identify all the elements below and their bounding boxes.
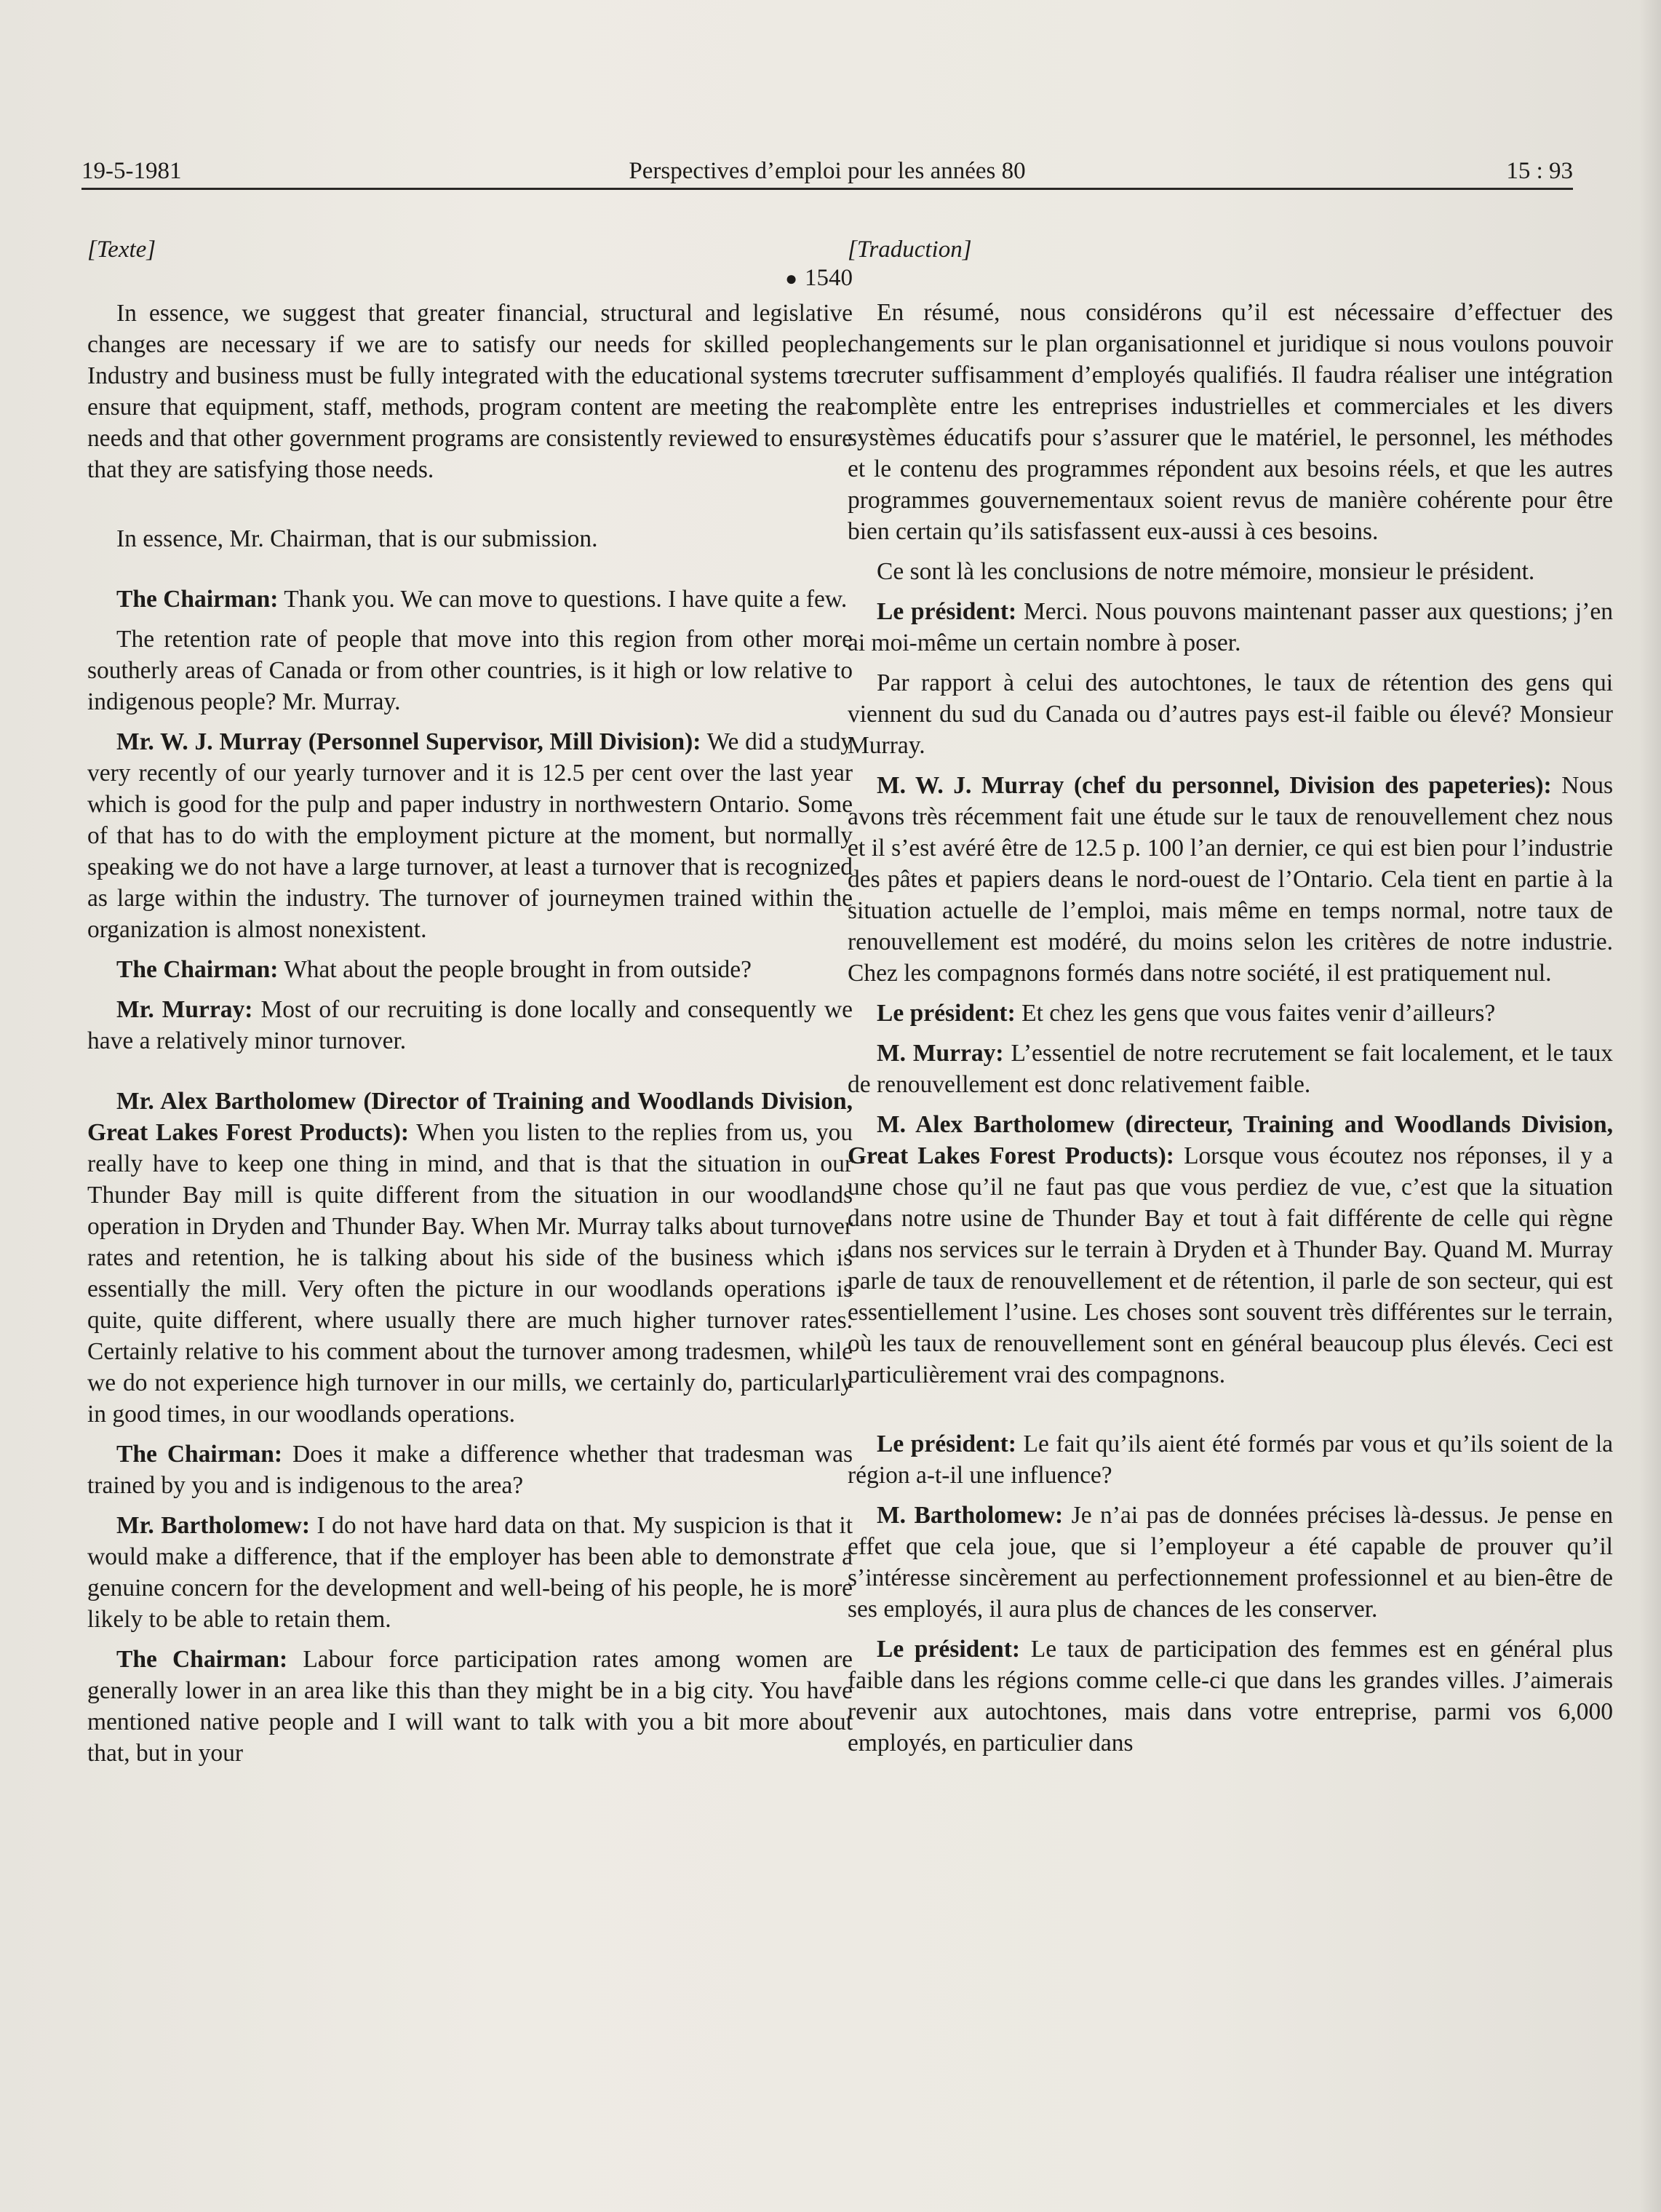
speaker-name: M. Alex Bartholomew (directeur, Training and Woodlands Division, Great Lakes Forest Products): <box>848 1111 1613 1169</box>
paragraph: Par rapport à celui des autochtones, le taux de rétention des gens qui viennent du sud du Canada ou d’autres pays est-il faible ou élevé? Monsieur Murray. <box>848 669 1613 759</box>
paragraph: In essence, we suggest that greater financial, structural and legislative changes are necessary if we are to satisfy our needs for skilled people. Industry and business must be fully integrated with the educational systems to ensure that equipment, staff, methods, program content are meeting the real needs and that other government programs are consistently reviewed to ensure that they are satisfying those needs. <box>87 300 853 483</box>
paragraph: M. W. J. Murray (chef du personnel, Division des papeteries): Nous avons très récemment fait une étude sur le taux de renouvellement chez nous et il s’est avéré être de 12.5 p. 100 l’an dernier, ce qui est bien pour l’industrie des pâtes et papiers deans le nord-ouest de l’Ontario. Cela tient en partie à la situation actuelle de l’emploi, mais même en temps normal, notre taux de renouvellement est modéré, du moins selon les critères de notre industrie. Chez les compagnons formés dans notre société, il est pratiquement nul. <box>848 772 1613 987</box>
paragraph: The Chairman: Labour force participation rates among women are generally lower in an area like this than they might be in a big city. You have mentioned native people and I will want to talk with you a bit more about that, but in your <box>87 1646 853 1767</box>
paragraph: Mr. Alex Bartholomew (Director of Training and Woodlands Division, Great Lakes Forest Products): When you listen to the replies from us, you really have to keep one thing in mind, and that is that the situation in our Thunder Bay mill is quite different from the situation in our woodlands operation in Dryden and Thunder Bay. When Mr. Murray talks about turnover rates and retention, he is talking about his side of the business which is essentially the mill. Very often the picture in our woodlands operations is quite, quite different, where usually there are much higher turnover rates. Certainly relative to his comment about the turnover among tradesmen, while we do not experience high turnover in our mills, we certainly do, particularly in good times, in our woodlands operations. <box>87 1088 853 1428</box>
paragraph: M. Bartholomew: Je n’ai pas de données précises là-dessus. Je pense en effet que cela joue, que si l’employeur a été capable de prouver qu’il s’intéresse sincèrement au perfectionnement professionnel et au bien-être de ses employés, il aura plus de chances de les conserver. <box>848 1502 1613 1623</box>
paragraph: Mr. Murray: Most of our recruiting is done locally and consequently we have a relatively minor turnover. <box>87 996 853 1054</box>
speaker-name: Le président: <box>877 598 1017 625</box>
speaker-name: M. W. J. Murray (chef du personnel, Division des papeteries): <box>877 772 1552 799</box>
paragraph: En résumé, nous considérons qu’il est nécessaire d’effectuer des changements sur le plan organisationnel et juridique si nous voulons pouvoir recruter suffisamment d’employés qualifiés. Il faudra réaliser une intégration complète entre les entreprises industrielles et commerciales et les divers systèmes éducatifs pour s’assurer que le matériel, le personnel, les méthodes et le contenu des programmes répondent aux besoins réels, et que les autres programmes gouvernementaux soient revus de manière cohérente pour être bien certain qu’ils satisfassent eux-aussi à ces besoins. <box>848 299 1613 545</box>
speaker-name: Le président: <box>877 1000 1016 1027</box>
french-column <box>848 234 1613 1767</box>
paragraph: Le président: Et chez les gens que vous faites venir d’ailleurs? <box>877 1000 1496 1027</box>
speaker-name: Le président: <box>877 1431 1016 1457</box>
paragraph: In essence, Mr. Chairman, that is our submission. <box>116 525 598 552</box>
speaker-name: M. Murray: <box>877 1040 1004 1067</box>
speaker-name: Mr. Alex Bartholomew (Director of Training and Woodlands Division, Great Lakes Forest Products): <box>87 1088 853 1146</box>
paragraph: Mr. Bartholomew: I do not have hard data on that. My suspicion is that it would make a difference, that if the employer has been able to demonstrate a genuine concern for the development and well-being of his people, he is more likely to be able to retain them. <box>87 1512 853 1633</box>
header-date: 19-5-1981 <box>81 158 182 184</box>
header-page-number: 15 : 93 <box>1506 158 1573 184</box>
speaker-name: The Chairman: <box>116 1441 283 1468</box>
paragraph: Le président: Le taux de participation des femmes est en général plus faible dans les régions comme celle-ci que dans les grandes villes. J’aimerais revenir aux autochtones, mais dans votre entreprise, parmi vos 6,000 employés, en particulier dans <box>848 1636 1613 1757</box>
speaker-name: Mr. Murray: <box>116 996 253 1023</box>
translation-label: [Traduction] <box>848 236 972 263</box>
speaker-name: M. Bartholomew: <box>877 1502 1064 1529</box>
header-title: Perspectives d’emploi pour les années 80 <box>629 158 1026 184</box>
paragraph: The Chairman: Does it make a difference whether that tradesman was trained by you and is indigenous to the area? <box>87 1441 853 1499</box>
paragraph: The retention rate of people that move into this region from other more southerly areas of Canada or from other countries, is it high or low relative to indigenous people? Mr. Murray. <box>87 626 853 715</box>
page-shadow <box>1639 0 1661 2212</box>
time-value: 1540 <box>805 265 853 291</box>
speaker-name: Le président: <box>877 1636 1021 1663</box>
paragraph: M. Alex Bartholomew (directeur, Training and Woodlands Division, Great Lakes Forest Products): Lorsque vous écoutez nos réponses, il y a une chose qu’il ne faut pas que vous perdiez de vue, c’est que la situation dans notre usine de Thunder Bay et tout à fait différente de celle qui règne dans nos services sur le terrain à Dryden et à Thunder Bay. Quand M. Murray parle de taux de renouvellement et de rétention, il parle de son secteur, qui est essentiellement l’usine. Les choses sont souvent très différentes sur le terrain, où les taux de renouvellement sont en général beaucoup plus élevés. Ceci est particulièrement vrai des compagnons. <box>848 1111 1613 1388</box>
speaker-name: Mr. Bartholomew: <box>116 1512 310 1539</box>
page-header <box>81 143 1573 190</box>
paragraph: M. Murray: L’essentiel de notre recrutement se fait localement, et le taux de renouvellement est donc relativement faible. <box>848 1040 1613 1098</box>
time-marker <box>87 263 853 295</box>
paragraph: The Chairman: What about the people brought in from outside? <box>116 956 752 983</box>
bullet-icon: ● <box>785 268 797 290</box>
english-column <box>87 234 853 1778</box>
paragraph: Le président: Le fait qu’ils aient été formés par vous et qu’ils soient de la région a-t-il une influence? <box>848 1431 1614 1489</box>
text-label: [Texte] <box>87 236 156 263</box>
speaker-name: Mr. W. J. Murray (Personnel Supervisor, Mill Division): <box>116 728 701 755</box>
speaker-name: The Chairman: <box>116 586 279 613</box>
speaker-name: The Chairman: <box>116 1646 288 1673</box>
speaker-name: The Chairman: <box>116 956 279 983</box>
paragraph: The Chairman: Thank you. We can move to questions. I have quite a few. <box>116 586 848 613</box>
paragraph: Ce sont là les conclusions de notre mémoire, monsieur le président. <box>877 558 1535 585</box>
paragraph: Le président: Merci. Nous pouvons maintenant passer aux questions; j’en ai moi-même un certain nombre à poser. <box>848 598 1614 656</box>
paragraph: Mr. W. J. Murray (Personnel Supervisor, Mill Division): We did a study very recently of our yearly turnover and it is 12.5 per cent over the last year which is good for the pulp and paper industry in northwestern Ontario. Some of that has to do with the employment picture at the moment, but normally speaking we do not have a large turnover, at least a turnover that is recognized as large within the industry. The turnover of journeymen trained within the organization is almost nonexistent. <box>87 728 853 943</box>
